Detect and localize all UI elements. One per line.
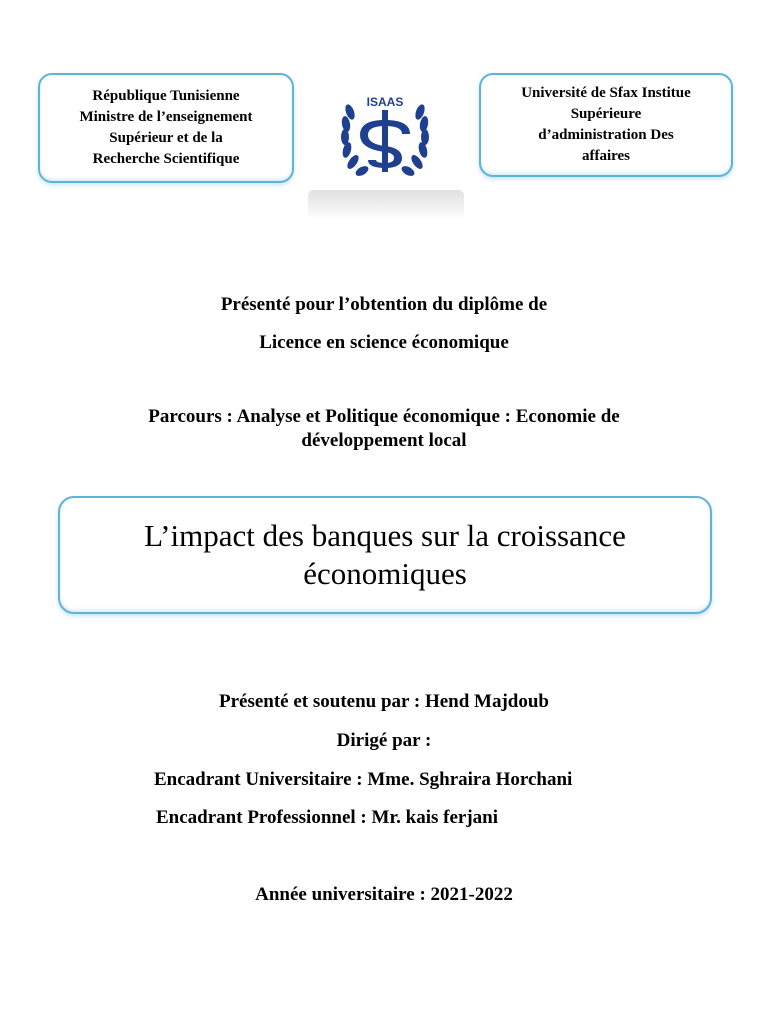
degree: Licence en science économique	[259, 332, 509, 353]
academic-year: Année universitaire : 2021-2022	[255, 884, 513, 905]
logo-reflection	[308, 190, 464, 220]
isaas-logo	[310, 82, 460, 188]
university-box	[479, 73, 733, 177]
thesis-title-line-2: économiques	[303, 556, 467, 591]
isaas-logo-icon	[310, 82, 460, 188]
ministry-line-2: Ministre de l’enseignement	[79, 109, 253, 125]
logo-text: ISAAS	[366, 95, 404, 109]
thesis-title-line-1: L’impact des banques sur la croissance	[144, 518, 626, 553]
presented-by: Présenté et soutenu par : Hend Majdoub	[218, 691, 550, 712]
supervisor-university: Encadrant Universitaire : Mme. Sghraira Horchani	[154, 769, 573, 790]
ministry-line-3: Supérieur et de la	[109, 130, 223, 146]
parcours-line-2: développement local	[301, 430, 467, 451]
parcours-line-1: Parcours : Analyse et Politique économique : Economie de	[148, 406, 620, 427]
university-line-2: Supérieure	[570, 106, 642, 122]
university-line-4: affaires	[581, 148, 631, 164]
directed-by: Dirigé par :	[336, 730, 432, 751]
ministry-line-1: République Tunisienne	[92, 88, 240, 104]
ministry-line-4: Recherche Scientifique	[92, 151, 240, 167]
university-line-3: d’administration Des	[538, 127, 674, 143]
ministry-box	[38, 73, 294, 183]
parcours	[60, 405, 708, 453]
supervisor-professional: Encadrant Professionnel : Mr. kais ferjani	[156, 807, 498, 828]
university-line-1: Université de Sfax Institue	[521, 85, 691, 101]
thesis-title-box	[58, 496, 712, 614]
presented-for: Présenté pour l’obtention du diplôme de	[220, 294, 548, 315]
